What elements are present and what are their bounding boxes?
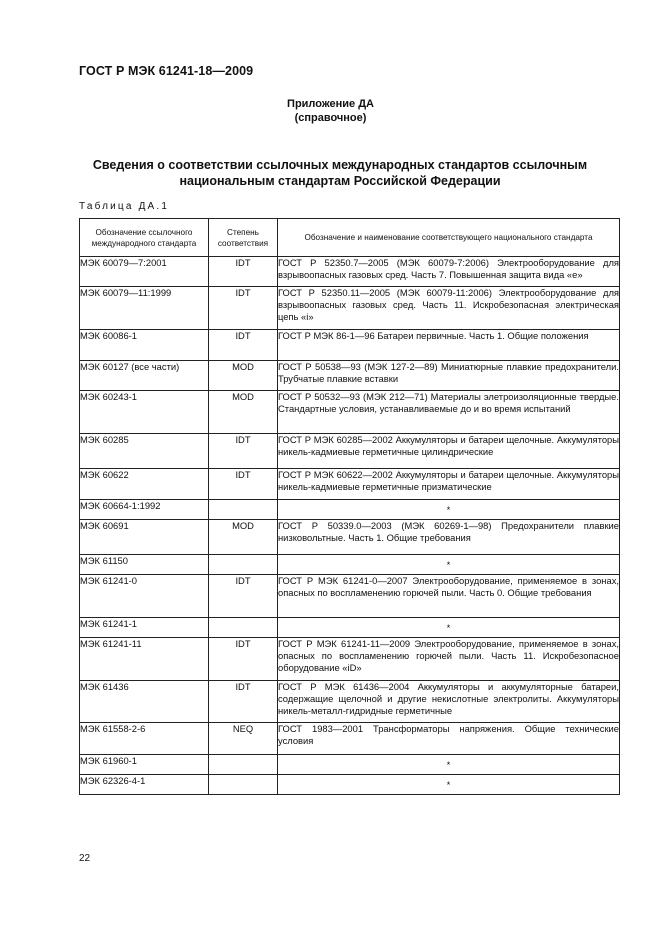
cell-national-standard: ГОСТ Р 50538—93 (МЭК 127-2—89) Миниатюрные плавкие предохранители. Трубчатые плавкие вставки <box>278 361 620 391</box>
cell-national-standard: ГОСТ Р 50339.0—2003 (МЭК 60269-1—98) Предохранители плавкие низковольтные. Часть 1. Общие требования <box>278 520 620 555</box>
table-row <box>80 723 620 755</box>
section-title: Сведения о соответствии ссылочных международных стандартов ссылочным национальным стандартам Российской Федерации <box>92 158 588 188</box>
cell-degree: MOD <box>209 520 278 555</box>
cell-international-standard: МЭК 60127 (все части) <box>80 361 209 391</box>
cell-international-standard: МЭК 60079—7:2001 <box>80 257 209 287</box>
cell-national-standard: ГОСТ 1983—2001 Трансформаторы напряжения. Общие технические условия <box>278 723 620 755</box>
cell-international-standard: МЭК 61241-1 <box>80 618 209 638</box>
cell-degree: MOD <box>209 391 278 434</box>
cell-national-standard: * <box>278 555 620 575</box>
cell-degree: IDT <box>209 469 278 500</box>
cell-degree <box>209 500 278 520</box>
cell-national-standard: ГОСТ Р МЭК 60285—2002 Аккумуляторы и батареи щелочные. Аккумуляторы никель-кадмиевые герметичные цилиндрические <box>278 434 620 469</box>
column-header-international: Обозначение ссылочного международного стандарта <box>80 219 209 257</box>
cell-degree: IDT <box>209 638 278 681</box>
cell-international-standard: МЭК 60079—11:1999 <box>80 287 209 330</box>
cell-degree <box>209 755 278 775</box>
table-row <box>80 469 620 500</box>
cell-national-standard: ГОСТ Р 52350.11—2005 (МЭК 60079-11:2006) Электрооборудование для взрывоопасных газовых сред. Часть 11. Искробезопасная электрическая цепь «i» <box>278 287 620 330</box>
table-row <box>80 755 620 775</box>
correspondence-table <box>79 218 620 795</box>
cell-international-standard: МЭК 60086-1 <box>80 330 209 361</box>
cell-degree: IDT <box>209 434 278 469</box>
cell-degree <box>209 555 278 575</box>
annex-heading <box>0 97 661 125</box>
table-row <box>80 555 620 575</box>
cell-international-standard: МЭК 61558-2-6 <box>80 723 209 755</box>
cell-degree <box>209 775 278 795</box>
cell-international-standard: МЭК 61241-11 <box>80 638 209 681</box>
cell-degree: IDT <box>209 681 278 723</box>
table-row <box>80 330 620 361</box>
annex-subtitle: (справочное) <box>294 112 367 124</box>
cell-international-standard: МЭК 60622 <box>80 469 209 500</box>
cell-national-standard: * <box>278 755 620 775</box>
cell-national-standard: ГОСТ Р МЭК 61436—2004 Аккумуляторы и аккумуляторные батареи, содержащие щелочной и другие некислотные электролиты. Аккумуляторы никель-металл-гидридные герметичные <box>278 681 620 723</box>
cell-national-standard: ГОСТ Р МЭК 60622—2002 Аккумуляторы и батареи щелочные. Аккумуляторы никель-кадмиевые герметичные призматические <box>278 469 620 500</box>
cell-national-standard: * <box>278 618 620 638</box>
table-caption: Таблица ДА.1 <box>79 201 170 212</box>
cell-international-standard: МЭК 60691 <box>80 520 209 555</box>
cell-degree <box>209 618 278 638</box>
table-row <box>80 257 620 287</box>
table-body <box>80 257 620 795</box>
annex-title: Приложение ДА <box>287 98 374 110</box>
cell-international-standard: МЭК 60285 <box>80 434 209 469</box>
table-row <box>80 361 620 391</box>
cell-national-standard: * <box>278 775 620 795</box>
table-row <box>80 681 620 723</box>
table-row <box>80 500 620 520</box>
table-row <box>80 391 620 434</box>
table-row <box>80 618 620 638</box>
cell-degree: IDT <box>209 330 278 361</box>
cell-degree: IDT <box>209 287 278 330</box>
cell-degree: MOD <box>209 361 278 391</box>
cell-national-standard: ГОСТ Р 52350.7—2005 (МЭК 60079-7:2006) Электрооборудование для взрывоопасных газовых сред. Часть 7. Повышенная защита вида «е» <box>278 257 620 287</box>
cell-degree: IDT <box>209 575 278 618</box>
cell-international-standard: МЭК 61241-0 <box>80 575 209 618</box>
cell-national-standard: * <box>278 500 620 520</box>
cell-international-standard: МЭК 60243-1 <box>80 391 209 434</box>
cell-degree: IDT <box>209 257 278 287</box>
table-row <box>80 434 620 469</box>
cell-degree: NEQ <box>209 723 278 755</box>
table-header-row <box>80 219 620 257</box>
column-header-national: Обозначение и наименование соответствующего национального стандарта <box>278 219 620 257</box>
table-row <box>80 575 620 618</box>
page-number: 22 <box>79 853 91 864</box>
cell-national-standard: ГОСТ Р МЭК 61241-11—2009 Электрооборудование, применяемое в зонах, опасных по воспламенению горючей пыли. Часть 11. Искробезопасное оборудование «iD» <box>278 638 620 681</box>
cell-international-standard: МЭК 61150 <box>80 555 209 575</box>
cell-national-standard: ГОСТ Р МЭК 61241-0—2007 Электрооборудование, применяемое в зонах, опасных по воспламенению горючей пыли. Часть 0. Общие требования <box>278 575 620 618</box>
document-id: ГОСТ Р МЭК 61241-18—2009 <box>79 64 254 78</box>
column-header-degree: Степень соответствия <box>209 219 278 257</box>
cell-national-standard: ГОСТ Р 50532—93 (МЭК 212—71) Материалы элетроизоляционные твердые. Стандартные условия, устанавливаемые до и во время испытаний <box>278 391 620 434</box>
table-row <box>80 520 620 555</box>
cell-national-standard: ГОСТ Р МЭК 86-1—96 Батареи первичные. Часть 1. Общие положения <box>278 330 620 361</box>
cell-international-standard: МЭК 62326-4-1 <box>80 775 209 795</box>
cell-international-standard: МЭК 61436 <box>80 681 209 723</box>
table-row <box>80 287 620 330</box>
table-row <box>80 638 620 681</box>
cell-international-standard: МЭК 60664-1:1992 <box>80 500 209 520</box>
table-row <box>80 775 620 795</box>
cell-international-standard: МЭК 61960-1 <box>80 755 209 775</box>
